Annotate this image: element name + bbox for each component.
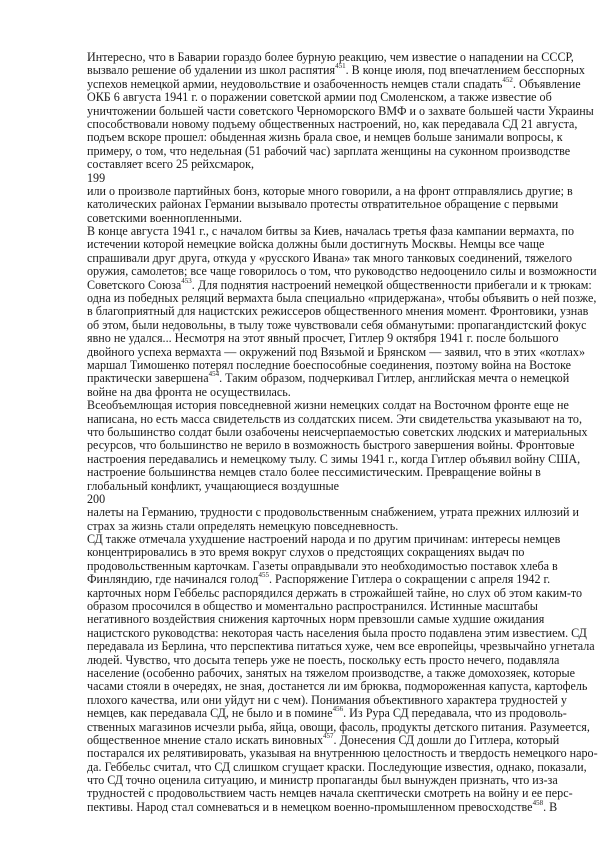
text-line: [87, 145, 598, 158]
text-segment: что СД точно оценила ситуацию, и министр пропаганды был вынужден признать, что из-за: [87, 773, 558, 788]
text-segment: людей. Чувство, что досыта теперь уже не поесть, поскольку есть просто нечего, подавляла: [87, 652, 560, 667]
text-line: [87, 305, 598, 318]
text-segment: карточных норм Геббельс распорядился держать в строжайшей тайне, но слух об этом каким-то: [87, 585, 583, 600]
text-line: [87, 787, 598, 800]
text-segment: в благоприятный для нацистских режиссеров общественного мнения момент. Фронтовики, узнав: [87, 304, 589, 319]
text-segment: страх за жизнь стали определять немецкую повседневность.: [87, 518, 399, 533]
text-line: [87, 319, 598, 332]
text-segment: ственных магазинов исчезли рыба, яйца, овощи, фасоль, продукты детского питания. Разумеется,: [87, 719, 590, 734]
text-line: [87, 332, 598, 345]
footnote-ref: 456: [332, 705, 344, 714]
text-segment: ресурсов, что большинство не верило в возможность быстрого завершения войны. Фронтовые: [87, 438, 575, 453]
text-line: [87, 747, 598, 760]
text-line: [87, 252, 598, 265]
text-line: [87, 667, 598, 680]
text-segment: негативного воздействия снижения карточных норм превзошли самые худшие ожидания: [87, 612, 545, 627]
text-line: [87, 386, 598, 399]
text-segment: маршал Тимошенко потерял последние боеспособные соединения, поэтому война на Востоке: [87, 357, 572, 372]
text-segment: Советского Союза: [87, 277, 182, 292]
text-line: [87, 600, 598, 613]
text-segment: одна из победных реляций вермахта была специально «придержана», чтобы объявить о ней позже,: [87, 291, 597, 306]
text-segment: немцев, как передавала СД, не было и в помине: [87, 706, 333, 721]
text-segment: войне на два фронта не осуществилась.: [87, 384, 291, 399]
text-segment: пективы. Народ стал сомневаться и в немецком военно-промышленном превосходстве: [87, 799, 533, 814]
text-segment: или о произволе партийных бонз, которые много говорили, а на фронт отправлялись другие; в: [87, 183, 573, 198]
text-segment: общественное мнение стало искать виновных: [87, 732, 324, 747]
text-line: [87, 453, 598, 466]
text-segment: образом просочился в общество и моментально распространился. Истинные масштабы: [87, 599, 538, 614]
text-line: [87, 399, 598, 412]
text-line: [87, 466, 598, 479]
text-line: [87, 798, 598, 814]
page-number: [87, 172, 598, 185]
text-segment: . Таким образом, подчеркивал Гитлер, английская мечта о немецкой: [219, 371, 570, 386]
text-line: [87, 372, 598, 385]
text-line: [87, 587, 598, 600]
text-segment: . Донесения СД дошли до Гитлера, который: [333, 732, 560, 747]
text-line: [87, 265, 598, 278]
text-segment: . Из Рура СД передавала, что из продоволь-: [343, 706, 567, 721]
text-line: [87, 238, 598, 251]
text-segment: успехов немецкой армии, неудовольствие и озабоченность немцев стали спадать: [87, 76, 503, 91]
text-segment: . Объявление: [512, 76, 581, 91]
text-segment: . Распоряжение Гитлера о сокращении с апреля 1942 г.: [268, 572, 551, 587]
text-line: [87, 573, 598, 586]
text-line: [87, 480, 598, 493]
text-segment: . Для поднятия настроений немецкой общественности прибегали и к трюкам:: [191, 277, 592, 292]
text-line: [87, 721, 598, 734]
document-body: [87, 51, 598, 814]
text-segment: глобальный конфликт, учащающиеся воздушные: [87, 478, 339, 493]
text-segment: настроения передавались и немецкому тылу. С зимы 1941 г., когда Гитлер объявил войну США,: [87, 451, 581, 466]
text-line: [87, 731, 598, 747]
text-segment: В конце августа 1941 г., с началом битвы за Киев, началась третья фаза кампании вермахта, по: [87, 224, 575, 239]
text-line: [87, 506, 598, 519]
text-segment: вызвало решение об удалении из школ распятия: [87, 63, 336, 78]
text-line: [87, 75, 598, 91]
text-segment: практически завершена: [87, 371, 209, 386]
text-segment: нацистского руководства: некоторая часть населения была просто подавлена этим известием. СД: [87, 625, 587, 640]
text-line: [87, 520, 598, 533]
text-line: [87, 613, 598, 626]
text-segment: ОКБ 6 августа 1941 г. о поражении советской армии под Смоленском, а также известие об: [87, 90, 552, 105]
footnote-ref: 451: [335, 62, 346, 71]
text-line: [87, 654, 598, 667]
text-line: [87, 439, 598, 452]
text-segment: оружия, самолетов; все чаще говорилось о том, что руководство недооценило силы и возможности: [87, 264, 597, 279]
text-line: [87, 680, 598, 693]
text-segment: концентрировались в это время вокруг слухов о предстоящих сокращениях выдач по: [87, 545, 525, 560]
text-segment: подъем вскоре прошел: обыденная жизнь брала свое, и немцев больше занимали вопросы, к: [87, 130, 563, 145]
text-segment: плохого качества, или они уйдут ни с чем). Понимания объективного характера трудностей у: [87, 692, 567, 707]
text-segment: Интересно, что в Баварии гораздо более бурную реакцию, чем известие о нападении на СССР,: [87, 50, 574, 64]
text-line: [87, 91, 598, 104]
text-segment: население (особенно рабочих, занятых на тяжелом производстве, а также домохозяек, которые: [87, 665, 576, 680]
text-line: [87, 292, 598, 305]
text-segment: католических районах Германии вызывало протесты отвратительное обращение с первыми: [87, 197, 559, 212]
page-number-text: 200: [87, 491, 106, 506]
text-line: [87, 276, 598, 292]
text-segment: спрашивали друг друга, откуда у «русского Ивана» так много танковых соединений, тяжелого: [87, 250, 573, 265]
page-number-text: 199: [87, 170, 106, 185]
text-segment: что большинство солдат были озабочены неисчерпаемостью советских людских и материальных: [87, 424, 588, 439]
text-segment: налеты на Германию, трудности с продовольственным снабжением, утрата прежних иллюзий и: [87, 505, 580, 520]
text-line: [87, 185, 598, 198]
text-line: [87, 426, 598, 439]
text-segment: трудностей с продовольствием часть немцев начала скептически смотреть на войну и ее перс-: [87, 786, 573, 801]
text-line: [87, 131, 598, 144]
text-segment: уничтожении большей части советского Черноморского ВМФ и о захвате большей части Украины: [87, 103, 594, 118]
text-segment: часами стояли в очередях, не зная, достанется ли им брюква, подмороженная капуста, картофель: [87, 679, 588, 694]
text-segment: написана, но есть масса свидетельств из солдатских писем. Эти свидетельства указывают на то,: [87, 411, 582, 426]
text-line: [87, 627, 598, 640]
text-segment: явно не удался... Несмотря на этот явный просчет, Гитлер 9 октября 1941 г. после большого: [87, 331, 559, 346]
text-line: [87, 198, 598, 211]
text-line: [87, 105, 598, 118]
footnote-ref: 453: [181, 276, 192, 285]
text-segment: истечении которой немецкие войска должны были достигнуть Москвы. Немцы все чаще: [87, 237, 545, 252]
text-line: [87, 761, 598, 774]
text-segment: составляет всего 25 рейхсмарок,: [87, 157, 254, 172]
footnote-ref: 457: [323, 731, 334, 740]
text-segment: Всеобъемлющая история повседневной жизни немецких солдат на Восточном фронте еще не: [87, 398, 569, 413]
text-segment: . В конце июля, под впечатлением бесспорных: [345, 63, 585, 78]
text-segment: передавала из Берлина, что перспектива питаться хуже, чем все европейцы, чрезвычайно угнетала: [87, 639, 595, 654]
text-line: [87, 212, 598, 225]
text-segment: примеру, о том, что недельная (51 рабочий час) зарплата женщины на суконном производстве: [87, 143, 571, 158]
text-segment: продовольственным карточкам. Газеты оправдывали это необходимостью поставок хлеба в: [87, 558, 558, 573]
footnote-ref: 454: [208, 370, 220, 379]
text-line: [87, 64, 598, 77]
text-line: [87, 546, 598, 559]
text-line: [87, 118, 598, 131]
text-line: [87, 533, 598, 546]
text-line: [87, 346, 598, 359]
footnote-ref: 452: [502, 75, 513, 84]
text-segment: настроение большинства немцев стало более пессимистическим. Превращение войны в: [87, 465, 541, 480]
text-line: [87, 774, 598, 787]
text-line: [87, 413, 598, 426]
text-segment: да. Геббельс считал, что СД слишком сгущает краски. Последующие известия, однако, показали,: [87, 759, 587, 774]
footnote-ref: 458: [532, 798, 544, 807]
text-line: [87, 640, 598, 653]
text-segment: способствовали новому подъему общественных настроений, но, как передавала СД 21 августа,: [87, 116, 578, 131]
text-line: [87, 225, 598, 238]
page-number: [87, 493, 598, 506]
text-line: [87, 707, 598, 720]
footnote-ref: 455: [258, 571, 269, 580]
text-segment: СД также отмечала ухудшение настроений народа и по другим причинам: интересы немцев: [87, 532, 561, 547]
text-segment: постарался их релятивировать, указывая на внутреннюю целостность и твердость немецкого наро-: [87, 746, 598, 761]
text-line: [87, 158, 598, 171]
text-segment: об этом, были недовольны, в тылу тоже чувствовали себя обманутыми: пропагандистский фокус: [87, 317, 587, 332]
text-segment: . В: [543, 799, 558, 814]
text-segment: Финляндию, где начинался голод: [87, 572, 259, 587]
text-segment: советскими военнопленными.: [87, 210, 242, 225]
text-segment: двойного успеха вермахта — окружений под Вязьмой и Брянском — заявил, что в этих «котлах»: [87, 344, 586, 359]
